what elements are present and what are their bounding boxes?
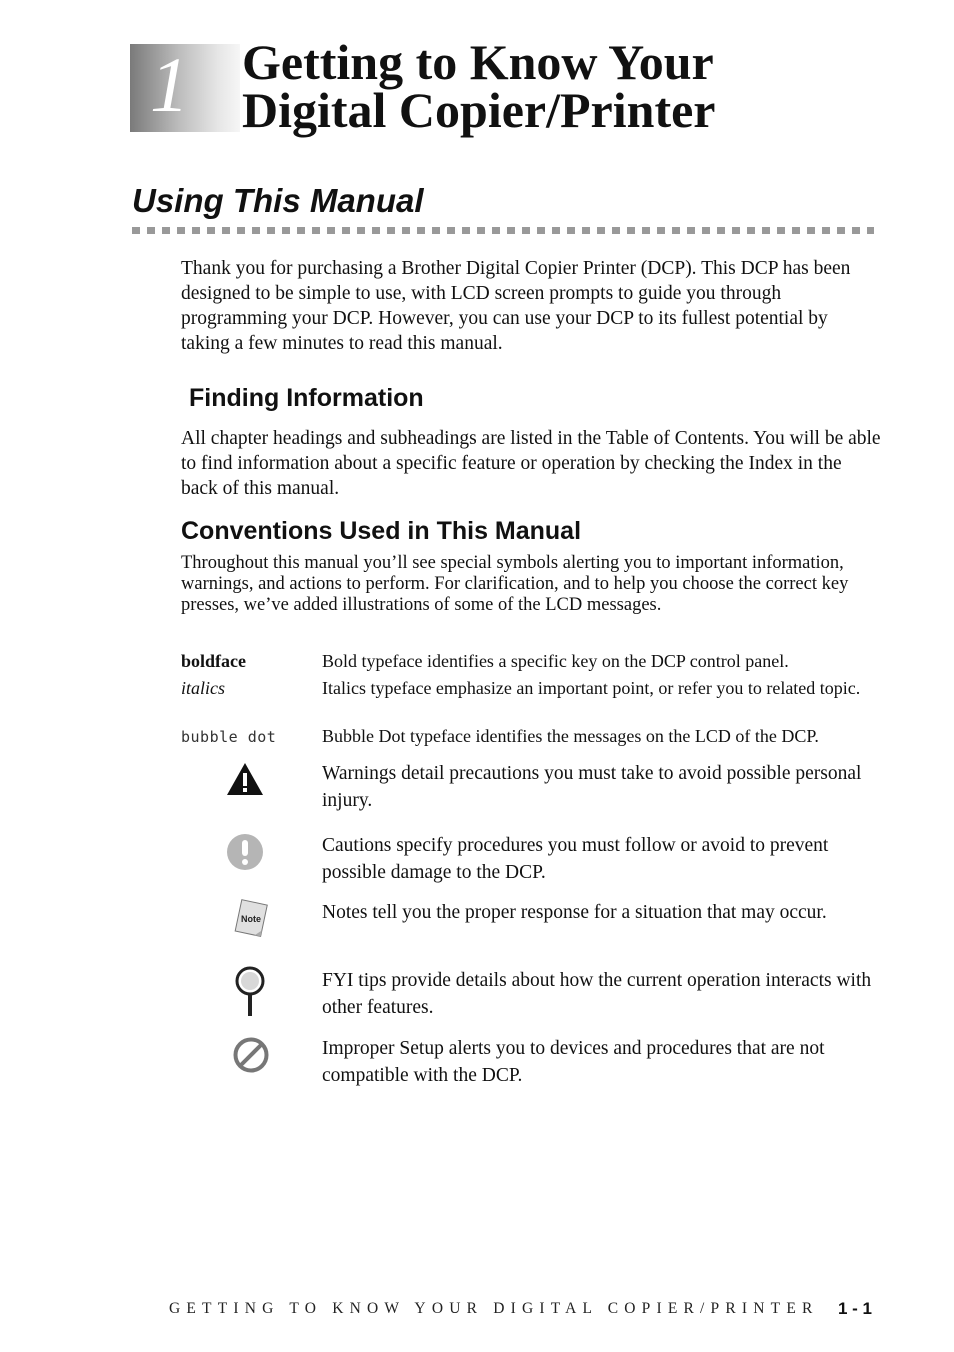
term-boldface: boldface <box>181 651 246 671</box>
footer-chapter-title: GETTING TO KNOW YOUR DIGITAL COPIER/PRINTER <box>169 1300 819 1317</box>
page-number: 1 - 1 <box>838 1299 873 1318</box>
note-description: Notes tell you the proper response for a situation that may occur. <box>322 902 827 923</box>
chapter-number: 1 <box>150 41 189 128</box>
improper-setup-description: Improper Setup alerts you to devices and procedures that are not compatible with the DCP. <box>322 1038 825 1086</box>
intro-paragraph: Thank you for purchasing a Brother Digital Copier Printer (DCP). This DCP has been designed to be simple to use, with LCD screen prompts to guide you through programming your DCP. However, you can use your DCP to its fullest potential by taking a few minutes to read this manual. <box>181 258 851 354</box>
term-italics: italics <box>181 678 225 698</box>
warning-description: Warnings detail precautions you must take to avoid possible personal injury. <box>322 763 862 811</box>
dotted-rule <box>132 227 874 234</box>
caution-icon <box>226 833 264 871</box>
fyi-description: FYI tips provide details about how the current operation interacts with other features. <box>322 970 872 1018</box>
improper-setup-icon <box>232 1036 270 1074</box>
chapter-title <box>242 34 716 138</box>
finding-information-heading: Finding Information <box>189 384 424 412</box>
note-icon-label: Note <box>241 914 261 924</box>
section-title: Using This Manual <box>132 182 424 219</box>
definition-boldface: Bold typeface identifies a specific key on the DCP control panel. <box>322 651 789 671</box>
chapter-title-line-2: Digital Copier/Printer <box>242 82 716 138</box>
fyi-icon <box>234 966 266 1018</box>
caution-description: Cautions specify procedures you must follow or avoid to prevent possible damage to the DCP. <box>322 835 829 883</box>
conventions-heading: Conventions Used in This Manual <box>181 517 582 545</box>
term-bubble-dot: bubble dot <box>181 728 277 746</box>
definition-italics: Italics typeface emphasize an important point, or refer you to related topic. <box>322 678 861 698</box>
warning-icon <box>226 762 264 796</box>
conventions-paragraph: Throughout this manual you’ll see special symbols alerting you to important information, warnings, and actions to perform. For clarification, and to help you choose the correct key presses, we’ve added illustrations of some of the LCD messages. <box>181 553 849 615</box>
note-icon <box>232 898 270 940</box>
finding-information-paragraph: All chapter headings and subheadings are listed in the Table of Contents. You will be able to find information about a specific feature or operation by checking the Index in the back of this manual. <box>181 428 881 499</box>
chapter-title-line-1: Getting to Know Your <box>242 34 714 90</box>
definition-bubble-dot: Bubble Dot typeface identifies the messages on the LCD of the DCP. <box>322 726 819 746</box>
